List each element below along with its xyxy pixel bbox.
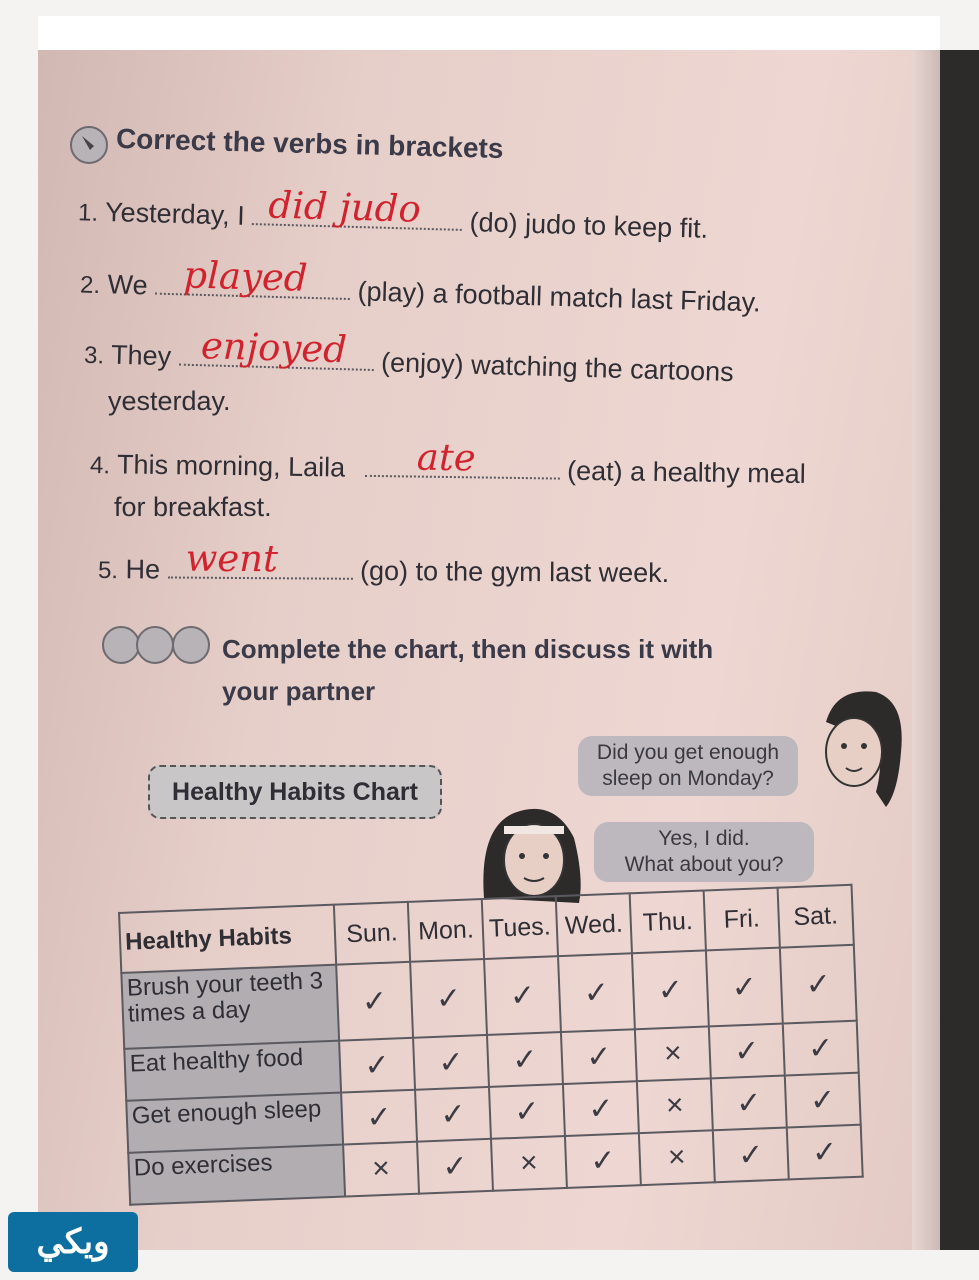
habit-label: Eat healthy food bbox=[124, 1041, 341, 1101]
check-mark: ✓ bbox=[780, 945, 857, 1024]
check-mark: ✓ bbox=[489, 1084, 565, 1139]
cross-mark: × bbox=[639, 1130, 715, 1185]
item-text-before: Yesterday, I bbox=[104, 196, 246, 231]
item-number: 4. bbox=[89, 452, 111, 480]
table-header-habits: Healthy Habits bbox=[119, 905, 336, 973]
answer-blank bbox=[252, 183, 463, 231]
item-text-before: This morning, Laila bbox=[116, 449, 346, 483]
check-mark: ✓ bbox=[713, 1127, 789, 1182]
check-mark: ✓ bbox=[709, 1024, 785, 1079]
item-text-after: (eat) a healthy meal bbox=[566, 455, 806, 489]
check-mark: ✓ bbox=[341, 1090, 417, 1145]
item-number: 1. bbox=[77, 199, 99, 227]
writing-icon bbox=[102, 626, 140, 664]
day-header: Mon. bbox=[408, 899, 484, 962]
item-text-after: (go) to the gym last week. bbox=[359, 555, 670, 588]
bubble-line: sleep on Monday? bbox=[602, 767, 774, 790]
speech-bubble-answer bbox=[594, 822, 814, 882]
pair-work-icon bbox=[172, 626, 210, 664]
workbook-page bbox=[38, 50, 940, 1250]
page-edge bbox=[912, 50, 940, 1250]
cross-mark: × bbox=[491, 1136, 567, 1191]
answer-blank bbox=[178, 324, 374, 372]
cross-mark: × bbox=[637, 1078, 713, 1133]
habit-label: Do exercises bbox=[128, 1145, 345, 1205]
answer-blank bbox=[168, 536, 353, 581]
top-bar bbox=[38, 16, 940, 50]
habit-label: Get enough sleep bbox=[126, 1093, 343, 1153]
background-edge bbox=[940, 50, 979, 1250]
item-number: 5. bbox=[97, 557, 119, 585]
exercise-item-1 bbox=[77, 183, 709, 245]
check-mark: ✓ bbox=[484, 956, 561, 1035]
check-mark: ✓ bbox=[632, 950, 709, 1029]
cross-mark: × bbox=[343, 1142, 419, 1197]
day-header: Thu. bbox=[630, 891, 706, 954]
handwritten-answer: ate bbox=[416, 435, 476, 480]
section-title-chart-line2: your partner bbox=[222, 676, 376, 706]
item-text-after: (play) a football match last Friday. bbox=[357, 276, 762, 318]
habit-label: Brush your teeth 3 times a day bbox=[121, 965, 339, 1049]
item-text-before: We bbox=[107, 269, 149, 301]
item-number: 3. bbox=[83, 341, 105, 370]
check-mark: ✓ bbox=[558, 953, 635, 1032]
exercise-item-3-cont: yesterday. bbox=[108, 386, 231, 416]
girl-illustration-right bbox=[806, 682, 916, 812]
check-mark: ✓ bbox=[336, 962, 413, 1041]
check-mark: ✓ bbox=[417, 1139, 493, 1194]
check-mark: ✓ bbox=[706, 948, 783, 1027]
check-mark: ✓ bbox=[787, 1125, 863, 1180]
item-text-after: (do) judo to keep fit. bbox=[469, 207, 709, 244]
item-number: 2. bbox=[79, 271, 101, 300]
check-mark: ✓ bbox=[415, 1087, 491, 1142]
chart-label: Healthy Habits Chart bbox=[148, 765, 442, 819]
exercise-item-4 bbox=[89, 435, 806, 490]
day-header: Sun. bbox=[334, 902, 410, 965]
exercise-item-2 bbox=[79, 253, 762, 319]
section-title-chart: Complete the chart, then discuss it with bbox=[222, 634, 714, 664]
bubble-line: Did you get enough bbox=[596, 741, 780, 764]
writing-icon bbox=[70, 126, 108, 164]
check-mark: ✓ bbox=[783, 1021, 859, 1076]
check-mark: ✓ bbox=[561, 1029, 637, 1084]
check-mark: ✓ bbox=[565, 1133, 641, 1188]
check-mark: ✓ bbox=[339, 1038, 415, 1093]
check-mark: ✓ bbox=[711, 1076, 787, 1131]
healthy-habits-table bbox=[118, 884, 864, 1206]
exercise-item-3 bbox=[83, 324, 735, 388]
handwritten-answer: played bbox=[182, 253, 309, 300]
item-text-before: He bbox=[125, 554, 161, 585]
exercise-item-5 bbox=[97, 536, 670, 589]
day-header: Sat. bbox=[778, 885, 854, 948]
item-text-after: (enjoy) watching the cartoons bbox=[380, 347, 735, 388]
bubble-line: What about you? bbox=[624, 853, 784, 876]
check-mark: ✓ bbox=[413, 1035, 489, 1090]
answer-blank bbox=[365, 435, 560, 480]
day-header: Wed. bbox=[556, 893, 632, 956]
check-mark: ✓ bbox=[563, 1081, 639, 1136]
answer-blank bbox=[155, 253, 351, 300]
item-text-before: They bbox=[110, 339, 172, 372]
day-header: Fri. bbox=[704, 888, 780, 951]
bubble-line: Yes, I did. bbox=[658, 827, 750, 850]
speaking-icon bbox=[136, 626, 174, 664]
exercise-item-4-cont: for breakfast. bbox=[114, 492, 272, 522]
check-mark: ✓ bbox=[487, 1032, 563, 1087]
handwritten-answer: enjoyed bbox=[200, 324, 348, 372]
speech-bubble-question bbox=[578, 736, 798, 796]
handwritten-answer: did judo bbox=[267, 183, 422, 231]
day-header: Tues. bbox=[482, 896, 558, 959]
check-mark: ✓ bbox=[410, 959, 487, 1038]
check-mark: ✓ bbox=[785, 1073, 861, 1128]
cross-mark: × bbox=[635, 1026, 711, 1081]
handwritten-answer: went bbox=[185, 536, 279, 581]
girl-illustration-left bbox=[474, 788, 594, 908]
section-title-verbs: Correct the verbs in brackets bbox=[115, 122, 504, 165]
site-logo: ويكي bbox=[8, 1212, 138, 1272]
